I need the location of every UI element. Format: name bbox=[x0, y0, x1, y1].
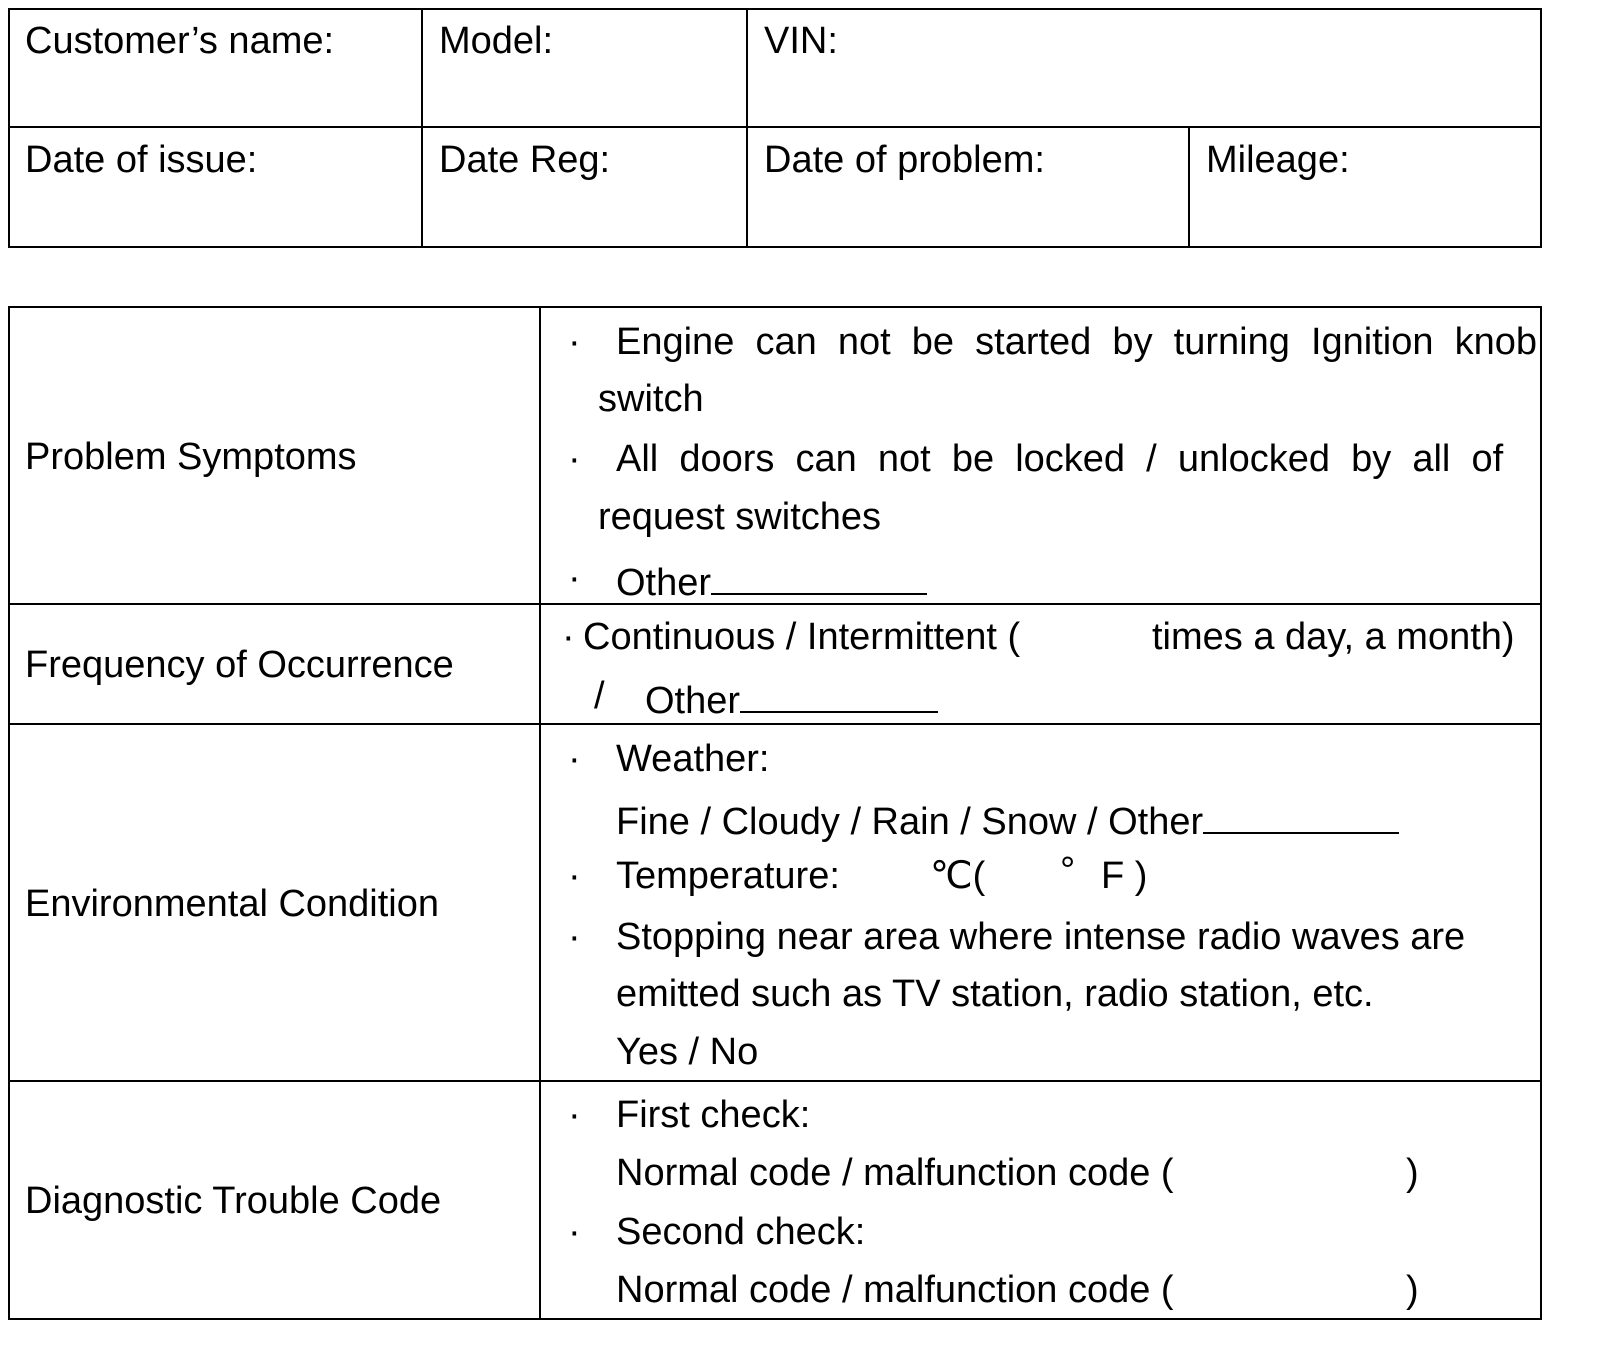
model-field[interactable]: Model: bbox=[439, 20, 554, 62]
symptom-other-blank[interactable] bbox=[711, 559, 927, 595]
weather-options-text: Fine / Cloudy / Rain / Snow / Other bbox=[616, 801, 1204, 844]
row-divider-2 bbox=[8, 723, 1542, 725]
symptom-other[interactable] bbox=[616, 559, 927, 605]
vin-field[interactable]: VIN: bbox=[764, 20, 838, 62]
weather-other-blank[interactable] bbox=[1203, 798, 1399, 834]
first-check-label: First check: bbox=[616, 1094, 811, 1136]
radio-waves-question-cont: emitted such as TV station, radio station, etc. bbox=[616, 973, 1374, 1015]
radio-waves-question: Stopping near area where intense radio waves are bbox=[616, 916, 1466, 958]
first-check-code[interactable]: Normal code / malfunction code ( bbox=[616, 1152, 1174, 1194]
bullet: · bbox=[568, 1094, 581, 1136]
bullet: · bbox=[568, 557, 581, 599]
customer-name-field[interactable]: Customer’s name: bbox=[25, 20, 335, 62]
bullet: · bbox=[562, 616, 575, 658]
temperature-fahrenheit[interactable]: F ) bbox=[1101, 855, 1148, 897]
bullet: · bbox=[568, 738, 581, 780]
date-reg-field[interactable]: Date Reg: bbox=[439, 139, 611, 181]
col-divider-1 bbox=[421, 8, 423, 248]
temperature-label: Temperature: bbox=[616, 855, 840, 897]
date-of-problem-field[interactable]: Date of problem: bbox=[764, 139, 1045, 181]
temperature-degree-symbol: ° bbox=[1060, 850, 1076, 892]
dtc-label: Diagnostic Trouble Code bbox=[25, 1180, 442, 1222]
symptom-other-label: Other bbox=[616, 562, 712, 605]
frequency-other-blank[interactable] bbox=[740, 677, 938, 713]
frequency-other-label: Other bbox=[645, 680, 741, 723]
symptom-engine-start-cont: switch bbox=[598, 378, 704, 420]
bullet: · bbox=[568, 321, 581, 363]
bullet: · bbox=[568, 916, 581, 958]
mileage-field[interactable]: Mileage: bbox=[1206, 139, 1350, 181]
frequency-other[interactable] bbox=[645, 677, 938, 723]
first-check-close-paren: ) bbox=[1406, 1152, 1419, 1194]
second-check-label: Second check: bbox=[616, 1211, 866, 1253]
symptom-engine-start[interactable]: Engine can not be started by turning Ignition knob bbox=[616, 321, 1538, 363]
col-divider-3 bbox=[1188, 126, 1190, 248]
row-divider-3 bbox=[8, 1080, 1542, 1082]
temperature-celsius[interactable]: ℃( bbox=[930, 855, 986, 897]
customer-info-row-divider bbox=[8, 126, 1542, 128]
problem-symptoms-label: Problem Symptoms bbox=[25, 436, 357, 478]
environmental-label: Environmental Condition bbox=[25, 883, 440, 925]
label-column-divider bbox=[539, 306, 541, 1320]
bullet: · bbox=[568, 855, 581, 897]
frequency-continuous-intermittent[interactable]: Continuous / Intermittent ( bbox=[583, 616, 1021, 658]
frequency-times-per: times a day, a month) bbox=[1152, 616, 1515, 658]
second-check-code[interactable]: Normal code / malfunction code ( bbox=[616, 1269, 1174, 1311]
frequency-label: Frequency of Occurrence bbox=[25, 644, 454, 686]
second-check-close-paren: ) bbox=[1406, 1269, 1419, 1311]
weather-label: Weather: bbox=[616, 738, 770, 780]
symptom-doors-lock-cont: request switches bbox=[598, 496, 882, 538]
weather-options[interactable] bbox=[616, 798, 1399, 844]
frequency-separator: / bbox=[594, 675, 605, 717]
bullet: · bbox=[568, 438, 581, 480]
row-divider-1 bbox=[8, 603, 1542, 605]
bullet: · bbox=[568, 1211, 581, 1253]
date-of-issue-field[interactable]: Date of issue: bbox=[25, 139, 258, 181]
radio-waves-yes-no[interactable]: Yes / No bbox=[616, 1031, 759, 1073]
col-divider-2 bbox=[746, 8, 748, 248]
symptom-doors-lock[interactable]: All doors can not be locked / unlocked by all of bbox=[616, 438, 1504, 480]
